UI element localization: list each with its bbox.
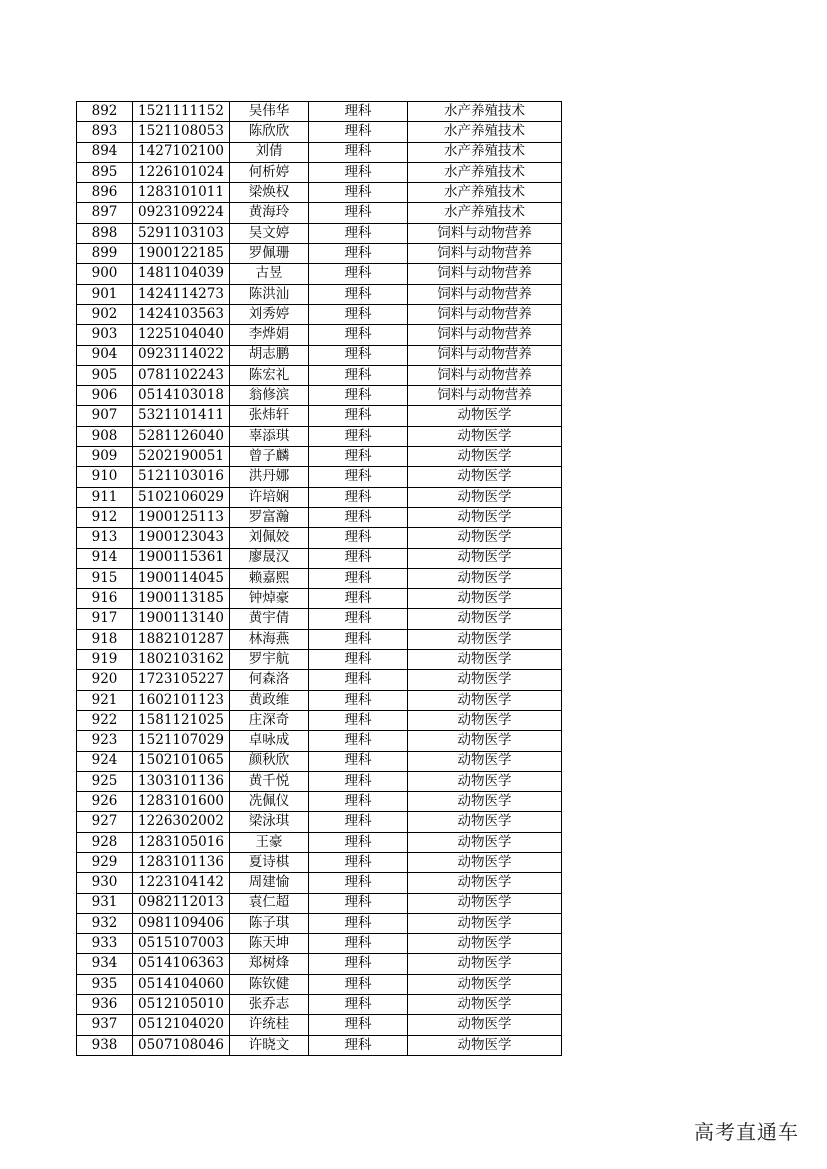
student-name-cell: 李烨娟: [230, 325, 309, 345]
exam-id-cell: 1502101065: [133, 751, 230, 771]
student-name-cell: 曾子麟: [230, 447, 309, 467]
student-name-cell: 王豪: [230, 832, 309, 852]
subject-category-cell: 理科: [309, 974, 408, 994]
table-row: [77, 1035, 562, 1055]
table-row: [77, 974, 562, 994]
student-name-cell: 周建愉: [230, 873, 309, 893]
student-name-cell: 翁修滨: [230, 386, 309, 406]
row-number-cell: 919: [77, 650, 133, 670]
table-row: [77, 710, 562, 730]
exam-id-cell: 0514103018: [133, 386, 230, 406]
exam-id-cell: 1225104040: [133, 325, 230, 345]
table-row: [77, 751, 562, 771]
major-cell: 动物医学: [408, 812, 562, 832]
table-row: [77, 609, 562, 629]
row-number-cell: 893: [77, 122, 133, 142]
table-row: [77, 1015, 562, 1035]
row-number-cell: 898: [77, 223, 133, 243]
major-cell: 水产养殖技术: [408, 122, 562, 142]
exam-id-cell: 0515107003: [133, 934, 230, 954]
exam-id-cell: 1723105227: [133, 670, 230, 690]
major-cell: 动物医学: [408, 650, 562, 670]
exam-id-cell: 0781102243: [133, 365, 230, 385]
major-cell: 动物医学: [408, 426, 562, 446]
student-name-cell: 黄海玲: [230, 203, 309, 223]
row-number-cell: 907: [77, 406, 133, 426]
major-cell: 水产养殖技术: [408, 203, 562, 223]
exam-id-cell: 0512105010: [133, 995, 230, 1015]
student-name-cell: 何析婷: [230, 162, 309, 182]
major-cell: 动物医学: [408, 995, 562, 1015]
student-name-cell: 许统桂: [230, 1015, 309, 1035]
exam-id-cell: 1521111152: [133, 102, 230, 122]
major-cell: 动物医学: [408, 751, 562, 771]
table-row: [77, 325, 562, 345]
row-number-cell: 922: [77, 710, 133, 730]
row-number-cell: 933: [77, 934, 133, 954]
exam-id-cell: 1283105016: [133, 832, 230, 852]
row-number-cell: 896: [77, 183, 133, 203]
major-cell: 动物医学: [408, 670, 562, 690]
major-cell: 饲料与动物营养: [408, 223, 562, 243]
subject-category-cell: 理科: [309, 223, 408, 243]
major-cell: 动物医学: [408, 528, 562, 548]
row-number-cell: 923: [77, 731, 133, 751]
major-cell: 动物医学: [408, 934, 562, 954]
subject-category-cell: 理科: [309, 447, 408, 467]
major-cell: 饲料与动物营养: [408, 325, 562, 345]
row-number-cell: 908: [77, 426, 133, 446]
subject-category-cell: 理科: [309, 406, 408, 426]
subject-category-cell: 理科: [309, 264, 408, 284]
row-number-cell: 927: [77, 812, 133, 832]
exam-id-cell: 1226302002: [133, 812, 230, 832]
student-name-cell: 廖晟汉: [230, 548, 309, 568]
student-name-cell: 罗富瀚: [230, 507, 309, 527]
subject-category-cell: 理科: [309, 345, 408, 365]
major-cell: 动物医学: [408, 1035, 562, 1055]
subject-category-cell: 理科: [309, 507, 408, 527]
student-name-cell: 吴伟华: [230, 102, 309, 122]
exam-id-cell: 1303101136: [133, 771, 230, 791]
student-name-cell: 黄宇倩: [230, 609, 309, 629]
row-number-cell: 913: [77, 528, 133, 548]
row-number-cell: 914: [77, 548, 133, 568]
row-number-cell: 928: [77, 832, 133, 852]
subject-category-cell: 理科: [309, 710, 408, 730]
exam-id-cell: 1424114273: [133, 284, 230, 304]
table-row: [77, 548, 562, 568]
major-cell: 动物医学: [408, 710, 562, 730]
row-number-cell: 924: [77, 751, 133, 771]
major-cell: 动物医学: [408, 954, 562, 974]
major-cell: 动物医学: [408, 568, 562, 588]
student-name-cell: 张炜轩: [230, 406, 309, 426]
exam-id-cell: 0923114022: [133, 345, 230, 365]
subject-category-cell: 理科: [309, 670, 408, 690]
major-cell: 动物医学: [408, 629, 562, 649]
exam-id-cell: 0514106363: [133, 954, 230, 974]
table-row: [77, 629, 562, 649]
student-name-cell: 梁泳琪: [230, 812, 309, 832]
subject-category-cell: 理科: [309, 629, 408, 649]
exam-id-cell: 1900113185: [133, 589, 230, 609]
student-name-cell: 黄千悦: [230, 771, 309, 791]
exam-id-cell: 0507108046: [133, 1035, 230, 1055]
subject-category-cell: 理科: [309, 284, 408, 304]
student-name-cell: 刘佩姣: [230, 528, 309, 548]
subject-category-cell: 理科: [309, 365, 408, 385]
major-cell: 动物医学: [408, 507, 562, 527]
exam-id-cell: 1802103162: [133, 650, 230, 670]
major-cell: 饲料与动物营养: [408, 345, 562, 365]
row-number-cell: 937: [77, 1015, 133, 1035]
row-number-cell: 936: [77, 995, 133, 1015]
subject-category-cell: 理科: [309, 751, 408, 771]
subject-category-cell: 理科: [309, 954, 408, 974]
major-cell: 动物医学: [408, 467, 562, 487]
row-number-cell: 892: [77, 102, 133, 122]
major-cell: 水产养殖技术: [408, 142, 562, 162]
subject-category-cell: 理科: [309, 528, 408, 548]
major-cell: 动物医学: [408, 690, 562, 710]
row-number-cell: 921: [77, 690, 133, 710]
subject-category-cell: 理科: [309, 589, 408, 609]
row-number-cell: 897: [77, 203, 133, 223]
subject-category-cell: 理科: [309, 386, 408, 406]
subject-category-cell: 理科: [309, 609, 408, 629]
row-number-cell: 906: [77, 386, 133, 406]
student-name-cell: 庄深奇: [230, 710, 309, 730]
major-cell: 动物医学: [408, 1015, 562, 1035]
exam-id-cell: 5291103103: [133, 223, 230, 243]
exam-id-cell: 1900115361: [133, 548, 230, 568]
exam-id-cell: 1226101024: [133, 162, 230, 182]
row-number-cell: 935: [77, 974, 133, 994]
student-name-cell: 黄政维: [230, 690, 309, 710]
subject-category-cell: 理科: [309, 913, 408, 933]
table-row: [77, 771, 562, 791]
subject-category-cell: 理科: [309, 467, 408, 487]
major-cell: 动物医学: [408, 487, 562, 507]
subject-category-cell: 理科: [309, 771, 408, 791]
table-row: [77, 832, 562, 852]
subject-category-cell: 理科: [309, 142, 408, 162]
student-name-cell: 刘秀婷: [230, 304, 309, 324]
table-row: [77, 812, 562, 832]
subject-category-cell: 理科: [309, 568, 408, 588]
major-cell: 动物医学: [408, 852, 562, 872]
major-cell: 动物医学: [408, 974, 562, 994]
row-number-cell: 903: [77, 325, 133, 345]
row-number-cell: 929: [77, 852, 133, 872]
row-number-cell: 930: [77, 873, 133, 893]
exam-id-cell: 1602101123: [133, 690, 230, 710]
subject-category-cell: 理科: [309, 325, 408, 345]
student-name-cell: 钟焯豪: [230, 589, 309, 609]
table-row: [77, 284, 562, 304]
row-number-cell: 901: [77, 284, 133, 304]
row-number-cell: 895: [77, 162, 133, 182]
row-number-cell: 938: [77, 1035, 133, 1055]
exam-id-cell: 5321101411: [133, 406, 230, 426]
subject-category-cell: 理科: [309, 1015, 408, 1035]
row-number-cell: 920: [77, 670, 133, 690]
row-number-cell: 905: [77, 365, 133, 385]
exam-id-cell: 1424103563: [133, 304, 230, 324]
exam-id-cell: 1283101600: [133, 792, 230, 812]
exam-id-cell: 1283101011: [133, 183, 230, 203]
table-row: [77, 589, 562, 609]
exam-id-cell: 0514104060: [133, 974, 230, 994]
exam-id-cell: 0982112013: [133, 893, 230, 913]
table-row: [77, 934, 562, 954]
table-row: [77, 507, 562, 527]
major-cell: 动物医学: [408, 832, 562, 852]
table-row: [77, 244, 562, 264]
table-row: [77, 264, 562, 284]
table-row: [77, 304, 562, 324]
student-name-cell: 袁仁超: [230, 893, 309, 913]
subject-category-cell: 理科: [309, 650, 408, 670]
subject-category-cell: 理科: [309, 426, 408, 446]
exam-id-cell: 1900125113: [133, 507, 230, 527]
major-cell: 动物医学: [408, 893, 562, 913]
student-name-cell: 罗宇航: [230, 650, 309, 670]
major-cell: 动物医学: [408, 447, 562, 467]
subject-category-cell: 理科: [309, 893, 408, 913]
major-cell: 饲料与动物营养: [408, 386, 562, 406]
student-name-cell: 刘倩: [230, 142, 309, 162]
exam-id-cell: 1283101136: [133, 852, 230, 872]
row-number-cell: 916: [77, 589, 133, 609]
exam-id-cell: 1521107029: [133, 731, 230, 751]
subject-category-cell: 理科: [309, 731, 408, 751]
row-number-cell: 915: [77, 568, 133, 588]
exam-id-cell: 1900113140: [133, 609, 230, 629]
table-row: [77, 690, 562, 710]
major-cell: 动物医学: [408, 792, 562, 812]
table-row: [77, 792, 562, 812]
exam-id-cell: 1581121025: [133, 710, 230, 730]
student-name-cell: 许晓文: [230, 1035, 309, 1055]
table-row: [77, 670, 562, 690]
major-cell: 动物医学: [408, 731, 562, 751]
exam-id-cell: 1882101287: [133, 629, 230, 649]
row-number-cell: 925: [77, 771, 133, 791]
table-row: [77, 487, 562, 507]
table-row: [77, 426, 562, 446]
row-number-cell: 899: [77, 244, 133, 264]
major-cell: 动物医学: [408, 548, 562, 568]
exam-id-cell: 5102106029: [133, 487, 230, 507]
table-row: [77, 893, 562, 913]
row-number-cell: 931: [77, 893, 133, 913]
table-row: [77, 447, 562, 467]
row-number-cell: 911: [77, 487, 133, 507]
table-row: [77, 731, 562, 751]
student-name-cell: 洪丹娜: [230, 467, 309, 487]
table-row: [77, 913, 562, 933]
student-name-cell: 赖嘉熙: [230, 568, 309, 588]
student-name-cell: 古昱: [230, 264, 309, 284]
student-name-cell: 罗佩珊: [230, 244, 309, 264]
table-row: [77, 203, 562, 223]
row-number-cell: 904: [77, 345, 133, 365]
subject-category-cell: 理科: [309, 122, 408, 142]
subject-category-cell: 理科: [309, 852, 408, 872]
subject-category-cell: 理科: [309, 183, 408, 203]
table-row: [77, 142, 562, 162]
student-name-cell: 梁焕权: [230, 183, 309, 203]
major-cell: 动物医学: [408, 771, 562, 791]
subject-category-cell: 理科: [309, 548, 408, 568]
row-number-cell: 894: [77, 142, 133, 162]
table-row: [77, 467, 562, 487]
major-cell: 动物医学: [408, 589, 562, 609]
major-cell: 动物医学: [408, 406, 562, 426]
exam-id-cell: 1900114045: [133, 568, 230, 588]
table-row: [77, 406, 562, 426]
table-row: [77, 954, 562, 974]
subject-category-cell: 理科: [309, 1035, 408, 1055]
student-name-cell: 胡志鹏: [230, 345, 309, 365]
major-cell: 动物医学: [408, 913, 562, 933]
table-row: [77, 995, 562, 1015]
row-number-cell: 934: [77, 954, 133, 974]
exam-id-cell: 5121103016: [133, 467, 230, 487]
subject-category-cell: 理科: [309, 995, 408, 1015]
table-row: [77, 183, 562, 203]
exam-id-cell: 1521108053: [133, 122, 230, 142]
student-name-cell: 夏诗棋: [230, 852, 309, 872]
student-name-cell: 颜秋欣: [230, 751, 309, 771]
exam-id-cell: 1900122185: [133, 244, 230, 264]
table-row: [77, 345, 562, 365]
major-cell: 饲料与动物营养: [408, 365, 562, 385]
row-number-cell: 900: [77, 264, 133, 284]
exam-id-cell: 1223104142: [133, 873, 230, 893]
student-name-cell: 冼佩仪: [230, 792, 309, 812]
subject-category-cell: 理科: [309, 812, 408, 832]
student-name-cell: 陈钦健: [230, 974, 309, 994]
row-number-cell: 902: [77, 304, 133, 324]
subject-category-cell: 理科: [309, 162, 408, 182]
subject-category-cell: 理科: [309, 934, 408, 954]
table-row: [77, 873, 562, 893]
row-number-cell: 910: [77, 467, 133, 487]
subject-category-cell: 理科: [309, 203, 408, 223]
student-name-cell: 林海燕: [230, 629, 309, 649]
subject-category-cell: 理科: [309, 487, 408, 507]
table-row: [77, 528, 562, 548]
major-cell: 水产养殖技术: [408, 102, 562, 122]
exam-id-cell: 1481104039: [133, 264, 230, 284]
table-row: [77, 365, 562, 385]
exam-id-cell: 1427102100: [133, 142, 230, 162]
subject-category-cell: 理科: [309, 244, 408, 264]
subject-category-cell: 理科: [309, 304, 408, 324]
row-number-cell: 912: [77, 507, 133, 527]
student-name-cell: 陈宏礼: [230, 365, 309, 385]
row-number-cell: 917: [77, 609, 133, 629]
major-cell: 水产养殖技术: [408, 162, 562, 182]
table-row: [77, 122, 562, 142]
row-number-cell: 926: [77, 792, 133, 812]
student-name-cell: 郑树烽: [230, 954, 309, 974]
student-name-cell: 何森洛: [230, 670, 309, 690]
table-row: [77, 223, 562, 243]
table-row: [77, 386, 562, 406]
row-number-cell: 918: [77, 629, 133, 649]
major-cell: 饲料与动物营养: [408, 264, 562, 284]
row-number-cell: 909: [77, 447, 133, 467]
subject-category-cell: 理科: [309, 873, 408, 893]
major-cell: 水产养殖技术: [408, 183, 562, 203]
major-cell: 饲料与动物营养: [408, 244, 562, 264]
student-name-cell: 张乔志: [230, 995, 309, 1015]
exam-id-cell: 0923109224: [133, 203, 230, 223]
student-name-cell: 陈洪汕: [230, 284, 309, 304]
table-body: [77, 102, 562, 1056]
exam-id-cell: 5281126040: [133, 426, 230, 446]
student-name-cell: 陈欣欣: [230, 122, 309, 142]
table-row: [77, 102, 562, 122]
exam-id-cell: 5202190051: [133, 447, 230, 467]
table-row: [77, 852, 562, 872]
student-name-cell: 吴文婷: [230, 223, 309, 243]
subject-category-cell: 理科: [309, 832, 408, 852]
student-name-cell: 许培娴: [230, 487, 309, 507]
student-name-cell: 辜添琪: [230, 426, 309, 446]
subject-category-cell: 理科: [309, 792, 408, 812]
exam-id-cell: 0981109406: [133, 913, 230, 933]
subject-category-cell: 理科: [309, 690, 408, 710]
major-cell: 动物医学: [408, 873, 562, 893]
student-name-cell: 陈子琪: [230, 913, 309, 933]
table-row: [77, 568, 562, 588]
student-name-cell: 卓咏成: [230, 731, 309, 751]
admission-list-table: [76, 101, 562, 1056]
exam-id-cell: 0512104020: [133, 1015, 230, 1035]
row-number-cell: 932: [77, 913, 133, 933]
table-row: [77, 650, 562, 670]
exam-id-cell: 1900123043: [133, 528, 230, 548]
table-row: [77, 162, 562, 182]
subject-category-cell: 理科: [309, 102, 408, 122]
student-name-cell: 陈天坤: [230, 934, 309, 954]
major-cell: 饲料与动物营养: [408, 304, 562, 324]
major-cell: 动物医学: [408, 609, 562, 629]
major-cell: 饲料与动物营养: [408, 284, 562, 304]
watermark-text: 高考直通车: [694, 1120, 799, 1144]
